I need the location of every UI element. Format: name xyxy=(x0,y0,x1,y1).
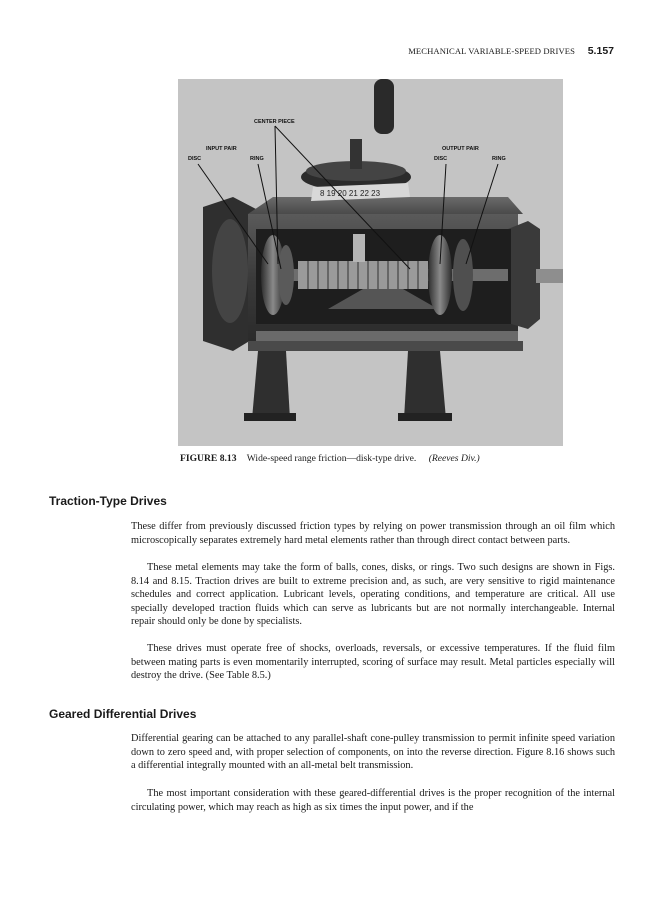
running-title: MECHANICAL VARIABLE-SPEED DRIVES xyxy=(408,46,575,56)
output-shaft xyxy=(536,269,563,283)
paragraph: The most important consideration with these geared-differential drives is the proper recognition of the internal circulating power, which may reach as high as six times the input power, and if the xyxy=(131,788,615,813)
handwheel-hub xyxy=(350,139,362,169)
right-housing xyxy=(508,221,540,329)
center-block xyxy=(353,234,365,262)
label-disc-right: DISC xyxy=(434,156,448,162)
caption-credit: (Reeves Div.) xyxy=(428,453,480,464)
lower-rail xyxy=(256,331,518,341)
heading-geared-differential-drives: Geared Differential Drives xyxy=(49,707,197,721)
drive-illustration xyxy=(178,79,563,446)
page-number: 5.157 xyxy=(587,45,614,57)
page-header xyxy=(0,46,662,60)
label-disc-left: DISC xyxy=(188,156,202,162)
figure-8-13-photo xyxy=(178,79,563,446)
output-disc xyxy=(428,235,452,315)
paragraph: These differ from previously discussed friction types by relying on power transmission through an oil film which microscopically separates extremely hard metal elements rather than through direct contact between parts. xyxy=(131,521,615,546)
dial-numbers: 8 19 20 21 22 23 xyxy=(320,189,381,198)
input-ring xyxy=(278,245,294,305)
paragraph: These metal elements may take the form of balls, cones, disks, or rings. Two such designs are shown in Figs. 8.14 and 8.15. Traction drives are built to extreme precision and, as such, are very sensitive to rigid maintenance schedules and correct application. Lubricant levels, operating conditions, and temperature are critical. All use specially developed traction fluids which can serve as lubricants but are not normally interchangeable. Internal repair should only be done by specialists. xyxy=(131,562,615,628)
label-ring-right: RING xyxy=(492,156,506,162)
paragraph: These drives must operate free of shocks, overloads, reversals, or excessive temperatures. If the fluid film between mating parts is even momentarily interrupted, scoring of surface may result. Metal particles especially will destroy the drive. (See Table 8.5.) xyxy=(131,643,615,682)
label-output-pair: OUTPUT PAIR xyxy=(442,146,479,152)
caption-text: Wide-speed range friction—disk-type drive. xyxy=(246,453,417,464)
left-housing-face xyxy=(212,219,248,323)
label-input-pair: INPUT PAIR xyxy=(206,146,237,152)
label-center-piece: CENTER PIECE xyxy=(254,119,295,125)
label-ring-left: RING xyxy=(250,156,264,162)
crank-handle xyxy=(374,79,394,134)
right-foot xyxy=(404,351,446,419)
figure-caption xyxy=(180,453,480,464)
heading-traction-type-drives: Traction-Type Drives xyxy=(49,494,167,508)
left-foot xyxy=(252,351,290,419)
output-ring xyxy=(453,239,473,311)
lower-frame xyxy=(248,341,523,351)
top-cover xyxy=(248,197,523,214)
figure-label: FIGURE 8.13 xyxy=(180,453,237,464)
paragraph: Differential gearing can be attached to any parallel-shaft cone-pulley transmission to permit infinite speed variation down to zero speed and, with proper selection of components, on into the reverse direction. Figure 8.16 shows such a differential integrally mounted with an all-metal belt transmission. xyxy=(131,733,615,772)
